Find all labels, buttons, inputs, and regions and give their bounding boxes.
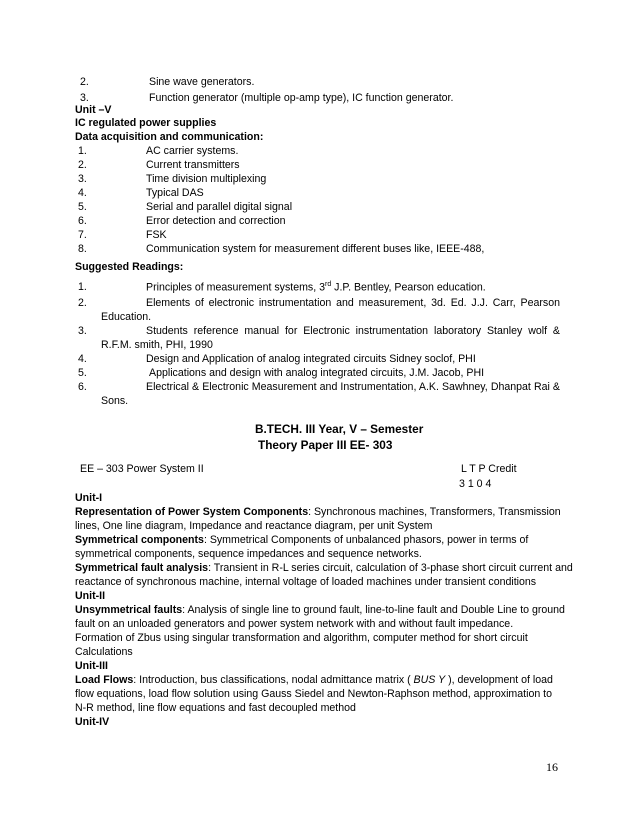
topic-text: Calculations — [75, 646, 133, 658]
topic-text: lines, One line diagram, Impedance and reactance diagram, per unit System — [75, 520, 433, 532]
list-text: Function generator (multiple op-amp type), IC function generator. — [149, 92, 454, 104]
topic-text: : Transient in R-L series circuit, calculation of 3-phase short circuit current and — [208, 562, 573, 574]
section-subheading: Data acquisition and communication: — [75, 131, 264, 143]
list-number: 3. — [80, 92, 89, 104]
ltp-label: L T P Credit — [461, 463, 517, 475]
unit-heading: Unit-IV — [75, 716, 110, 728]
topic-text: symmetrical components, sequence impedances and sequence networks. — [75, 548, 422, 560]
unit-heading: Unit-I — [75, 492, 103, 504]
superscript: rd — [324, 281, 332, 288]
list-text: Communication system for measurement different buses like, IEEE-488, — [146, 243, 485, 255]
list-number: 5. — [78, 201, 87, 213]
topic-text: : Symmetrical Components of unbalanced phasors, power in terms of — [203, 534, 529, 546]
topic-text: : Synchronous machines, Transformers, Transmission — [308, 506, 561, 518]
reading-text: Students reference manual for Electronic instrumentation laboratory Stanley wolf & — [146, 325, 560, 337]
list-number: 1. — [78, 145, 87, 157]
readings-heading: Suggested Readings: — [75, 261, 184, 273]
list-number: 8. — [78, 243, 87, 255]
topic-text: reactance of synchronous machine, internal voltage of loaded machines under transient conditions — [75, 576, 537, 588]
reading-text: Elements of electronic instrumentation and measurement, 3d. Ed. J.J. Carr, Pearson — [146, 297, 560, 309]
reading-text: Sons. — [101, 395, 129, 407]
topic-label: Symmetrical fault analysis — [75, 562, 209, 574]
topic-line — [75, 534, 528, 547]
topic-label: Symmetrical components — [75, 534, 204, 546]
list-text: AC carrier systems. — [146, 145, 239, 157]
topic-line — [75, 562, 573, 575]
reading-text: J.P. Bentley, Pearson education. — [331, 281, 486, 294]
section-subheading: IC regulated power supplies — [75, 117, 217, 129]
reading-number: 1. — [78, 281, 87, 293]
course-subtitle: Theory Paper III EE- 303 — [258, 438, 393, 452]
topic-line — [75, 674, 553, 687]
list-text: Serial and parallel digital signal — [146, 201, 293, 213]
reading-number: 6. — [78, 381, 87, 393]
topic-text: N-R method, line flow equations and fast decoupled method — [75, 702, 356, 714]
reading-text: Education. — [101, 311, 152, 323]
list-text: Time division multiplexing — [146, 173, 267, 185]
topic-text: : Analysis of single line to ground fault, line-to-line fault and Double Line to ground — [182, 604, 565, 616]
reading-text: Design and Application of analog integrated circuits Sidney soclof, PHI — [146, 353, 476, 365]
reading-number: 2. — [78, 297, 87, 309]
reading-text: R.F.M. smith, PHI, 1990 — [101, 339, 213, 351]
reading-text: Principles of measurement systems, 3 — [146, 281, 325, 294]
unit-heading: Unit-II — [75, 590, 106, 602]
ltp-values: 3 1 0 4 — [459, 478, 492, 490]
list-number: 2. — [80, 76, 89, 88]
reading-number: 5. — [78, 367, 87, 379]
list-text: Typical DAS — [146, 187, 204, 199]
unit-heading: Unit-III — [75, 660, 108, 672]
list-number: 2. — [78, 159, 87, 171]
topic-line — [75, 604, 565, 617]
list-text: Sine wave generators. — [149, 76, 255, 88]
list-text: Current transmitters — [146, 159, 240, 171]
reading-number: 4. — [78, 353, 87, 365]
reading-text: Electrical & Electronic Measurement and Instrumentation, A.K. Sawhney, Dhanpat Rai & — [146, 381, 560, 393]
topic-line — [75, 506, 561, 519]
list-text: Error detection and correction — [146, 215, 286, 227]
page-number: 16 — [546, 760, 558, 774]
reading-text: Applications and design with analog integrated circuits, J.M. Jacob, PHI — [149, 367, 485, 379]
list-number: 4. — [78, 187, 87, 199]
topic-label: Load Flows — [75, 674, 134, 686]
topic-text: flow equations, load flow solution using Gauss Siedel and Newton-Raphson method, approximation to — [75, 688, 553, 700]
topic-label: Representation of Power System Components — [75, 506, 309, 518]
topic-text: : Introduction, bus classifications, nodal admittance matrix ( — [133, 674, 414, 686]
topic-text: Formation of Zbus using singular transformation and algorithm, computer method for short circuit — [75, 632, 528, 644]
topic-text: fault on an unloaded generators and power system network with and without fault impedance. — [75, 618, 514, 630]
course-title: B.TECH. III Year, V – Semester — [255, 422, 424, 436]
reading-number: 3. — [78, 325, 87, 337]
reading-item — [146, 281, 486, 294]
list-number: 7. — [78, 229, 87, 241]
matrix-symbol: BUS Y — [413, 674, 446, 686]
course-code: EE – 303 Power System II — [80, 463, 204, 475]
list-text: FSK — [146, 229, 167, 241]
unit-heading: Unit –V — [75, 104, 112, 116]
list-number: 6. — [78, 215, 87, 227]
topic-text: ), development of load — [445, 674, 553, 686]
list-number: 3. — [78, 173, 87, 185]
topic-label: Unsymmetrical faults — [75, 604, 183, 616]
